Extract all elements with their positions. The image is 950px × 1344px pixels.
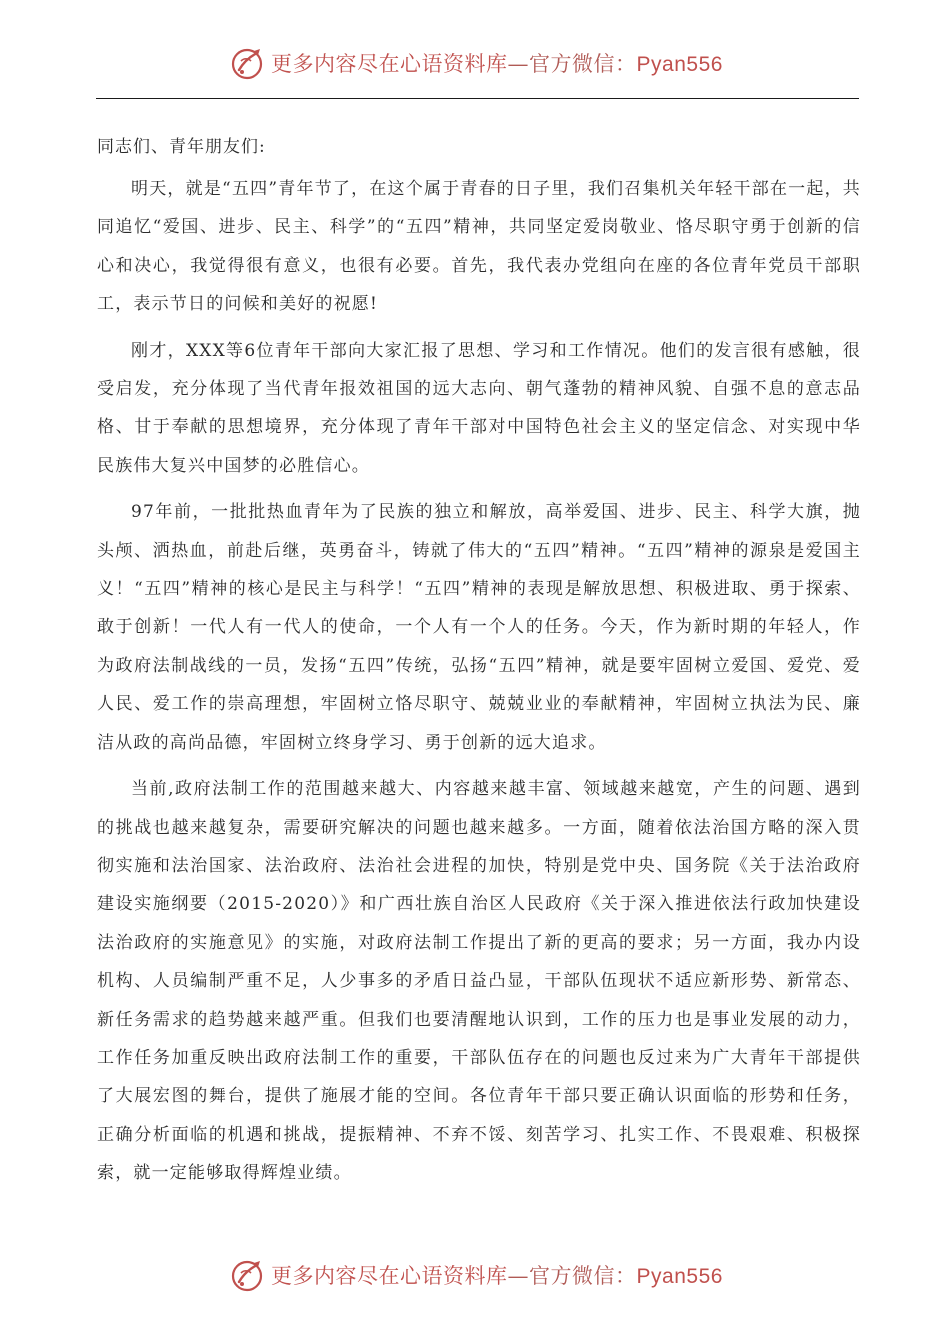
footer-banner-official: 官方微信： <box>529 1264 637 1288</box>
footer-banner-text <box>271 1260 723 1290</box>
document-body <box>97 128 861 1201</box>
paragraph-3: 97年前，一批批热血青年为了民族的独立和解放，高举爱国、进步、民主、科学大旗，抛头颅、洒热血，前赴后继，英勇奋斗，铸就了伟大的“五四”精神。“五四”精神的源泉是爱国主义！“五四”精神的核心是民主与科学！“五四”精神的表现是解放思想、积极进取、勇于探索、敢于创新！一代人有一代人的使命，一个人有一个人的任务。今天，作为新时期的年轻人，作为政府法制战线的一员，发扬“五四”传统，弘扬“五四”精神，就是要牢固树立爱国、爱党、爱人民、爱工作的崇高理想，牢固树立恪尽职守、兢兢业业的奉献精神，牢固树立执法为民、廉洁从政的高尚品德，牢固树立终身学习、勇于创新的远大追求。 <box>97 502 861 753</box>
header-divider <box>96 98 859 99</box>
greeting: 同志们、青年朋友们: <box>97 137 266 157</box>
brand-logo-icon <box>227 1255 267 1295</box>
paragraph-2: 刚才，XXX等6位青年干部向大家汇报了思想、学习和工作情况。他们的发言很有感触，很受启发，充分体现了当代青年报效祖国的远大志向、朝气蓬勃的精神风貌、自强不息的意志品格、甘于奉献的思想境界，充分体现了青年干部对中国特色社会主义的坚定信念、对实现中华民族伟大复兴中国梦的必胜信心。 <box>97 340 861 476</box>
paragraph-1: 明天，就是“五四”青年节了，在这个属于青春的日子里，我们召集机关年轻干部在一起，共同追忆“爱国、进步、民主、科学”的“五四”精神，共同坚定爱岗敬业、恪尽职守勇于创新的信心和决心，我觉得很有意义，也很有必要。首先，我代表办党组向在座的各位青年党员干部职工，表示节日的问候和美好的祝愿! <box>97 179 861 315</box>
paragraph-4: 当前,政府法制工作的范围越来越大、内容越来越丰富、领域越来越宽，产生的问题、遇到的挑战也越来越复杂，需要研究解决的问题也越来越多。一方面，随着依法治国方略的深入贯彻实施和法治国家、法治政府、法治社会进程的加快，特别是党中央、国务院《关于法治政府建设实施纲要（2015-2020）》和广西壮族自治区人民政府《关于深入推进依法行政加快建设法治政府的实施意见》的实施，对政府法制工作提出了新的更高的要求；另一方面，我办内设机构、人员编制严重不足，人少事多的矛盾日益凸显，干部队伍现状不适应新形势、新常态、新任务需求的趋势越来越严重。但我们也要清醒地认识到，工作的压力也是事业发展的动力，工作任务加重反映出政府法制工作的重要，干部队伍存在的问题也反过来为广大青年干部提供了大展宏图的舞台，提供了施展才能的空间。各位青年干部只要正确认识面临的形势和任务，正确分析面临的机遇和挑战，提振精神、不弃不馁、刻苦学习、扎实工作、不畏艰难、积极探索，就一定能够取得辉煌业绩。 <box>97 779 861 1184</box>
footer-banner <box>0 1250 950 1300</box>
header-banner-wechat: Pyan556 <box>636 53 723 76</box>
header-banner-main: 更多内容尽在心语资料库 <box>271 52 508 76</box>
header-banner <box>0 38 950 88</box>
header-banner-separator: — <box>507 52 530 76</box>
brand-logo-icon <box>227 43 267 83</box>
header-banner-official: 官方微信： <box>529 52 637 76</box>
footer-banner-main: 更多内容尽在心语资料库 <box>271 1264 508 1288</box>
footer-banner-separator: — <box>507 1264 530 1288</box>
footer-banner-wechat: Pyan556 <box>636 1265 723 1288</box>
header-banner-text <box>271 48 723 78</box>
